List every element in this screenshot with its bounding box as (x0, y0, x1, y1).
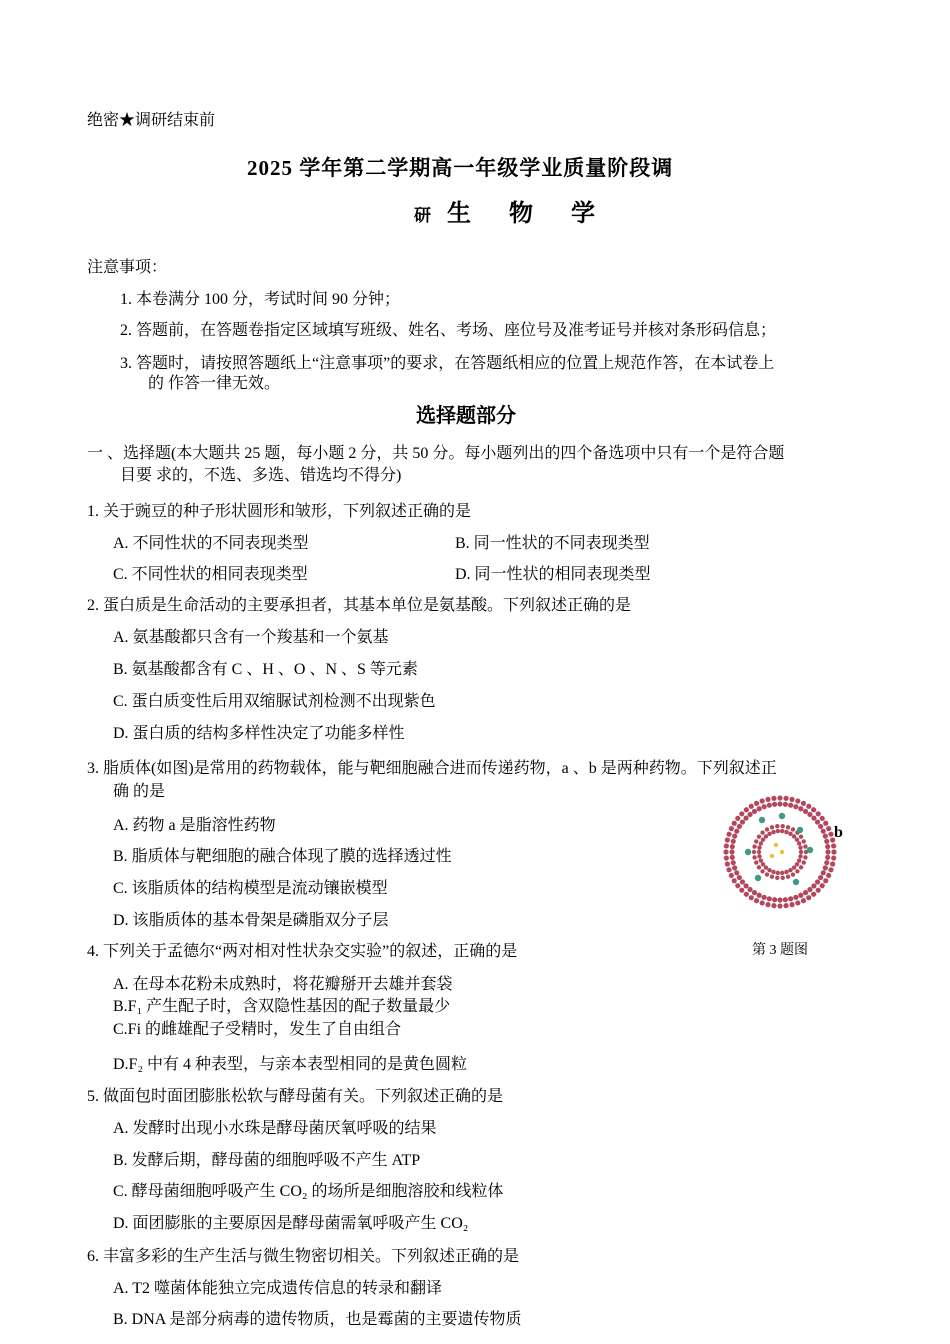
phospholipid-head (830, 861, 835, 866)
phospholipid-head (793, 895, 798, 900)
drug-b-dot (759, 817, 765, 823)
phospholipid-head (765, 872, 769, 876)
phospholipid-head (823, 865, 828, 870)
phospholipid-head (764, 865, 768, 869)
liposome-figure (710, 790, 850, 920)
phospholipid-head (726, 832, 731, 837)
phospholipid-head (772, 802, 777, 807)
phospholipid-head (801, 898, 806, 903)
phospholipid-head (824, 860, 829, 865)
phospholipid-head (752, 850, 756, 854)
notice-item: 1. 本卷满分 100 分，考试时间 90 分钟； (120, 291, 401, 308)
phospholipid-head (743, 883, 748, 888)
phospholipid-head (798, 845, 802, 849)
phospholipid-head (725, 861, 730, 866)
phospholipid-head (831, 855, 836, 860)
phospholipid-head (795, 837, 799, 841)
drug-b-dot (755, 875, 761, 881)
phospholipid-head (759, 858, 763, 862)
notice-item: 2. 答题前，在答题卷指定区域填写班级、姓名、考场、座位号及准考证号并核对条形码信息； (120, 322, 777, 339)
phospholipid-head (828, 867, 833, 872)
phospholipid-head (757, 835, 761, 839)
phospholipid-head (754, 839, 758, 843)
phospholipid-head (776, 829, 780, 833)
phospholipid-head (825, 844, 830, 849)
phospholipid-head (828, 832, 833, 837)
question-3-stem-cont: 确 的是 (113, 783, 166, 800)
question-2-option-c: C. 蛋白质变性后用双缩脲试剂检测不出现紫色 (113, 693, 436, 710)
phospholipid-head (771, 870, 775, 874)
phospholipid-head (747, 887, 752, 892)
phospholipid-head (764, 834, 768, 838)
question-2-option-b: B. 氨基酸都含有 C 、H 、O 、N 、S 等元素 (113, 661, 418, 678)
phospholipid-head (803, 844, 807, 848)
phospholipid-head (823, 878, 828, 883)
phospholipid-head (783, 897, 788, 902)
phospholipid-head (729, 873, 734, 878)
phospholipid-head (771, 903, 776, 908)
question-5-option-a: A. 发酵时出现小水珠是酵母菌厌氧呼吸的结果 (113, 1120, 437, 1137)
phospholipid-head (777, 897, 782, 902)
phospholipid-head (775, 824, 779, 828)
phospholipid-head (726, 867, 731, 872)
phospholipid-head (765, 797, 770, 802)
phospholipid-head (780, 829, 784, 833)
phospholipid-head (757, 893, 762, 898)
drug-b-dot (797, 827, 803, 833)
phospholipid-head (831, 849, 836, 854)
phospholipid-head (780, 871, 784, 875)
drug-b-dot (793, 879, 799, 885)
phospholipid-head (783, 903, 788, 908)
phospholipid-head (811, 815, 816, 820)
phospholipid-head (760, 798, 765, 803)
phospholipid-head (820, 816, 825, 821)
phospholipid-head (818, 824, 823, 829)
question-4-option-c: C.Fi 的雌雄配子受精时，发生了自由组合 (113, 1021, 402, 1038)
phospholipid-head (752, 844, 756, 848)
phospholipid-head (731, 860, 736, 865)
phospholipid-head (816, 888, 821, 893)
question-3-option-b: B. 脂质体与靶细胞的融合体现了膜的选择透过性 (113, 848, 452, 865)
phospholipid-head (772, 897, 777, 902)
phospholipid-head (767, 868, 771, 872)
phospholipid-head (729, 849, 734, 854)
section-instructions: 一 、选择题(本大题共 25 题，每小题 2 分，共 50 分。每小题列出的四个备选项中只有一个是符合题 (87, 445, 785, 462)
phospholipid-head (789, 902, 794, 907)
phospholipid-head (788, 803, 793, 808)
secret-mark: 绝密★调研结束前 (87, 112, 216, 129)
phospholipid-head (831, 843, 836, 848)
phospholipid-head (802, 860, 806, 864)
drug-b-dot (779, 813, 785, 819)
phospholipid-head (729, 826, 734, 831)
phospholipid-head (788, 832, 792, 836)
phospholipid-head (806, 804, 811, 809)
phospholipid-head (806, 895, 811, 900)
phospholipid-head (757, 854, 761, 858)
phospholipid-head (802, 839, 806, 843)
phospholipid-head (761, 837, 765, 841)
phospholipid-head (777, 903, 782, 908)
phospholipid-head (784, 830, 788, 834)
phospholipid-head (826, 826, 831, 831)
question-3-option-c: C. 该脂质体的结构模型是流动镶嵌模型 (113, 880, 388, 897)
question-2-option-d: D. 蛋白质的结构多样性决定了功能多样性 (113, 725, 405, 742)
phospholipid-head (795, 869, 799, 873)
phospholipid-head (788, 868, 792, 872)
phospholipid-head (825, 855, 830, 860)
phospholipid-head (793, 804, 798, 809)
phospholipid-head (767, 832, 771, 836)
phospholipid-head (730, 844, 735, 849)
phospholipid-head (775, 876, 779, 880)
phospholipid-head (783, 802, 788, 807)
phospholipid-head (752, 855, 756, 859)
question-6-option-a: A. T2 噬菌体能独立完成遗传信息的转录和翻译 (113, 1280, 443, 1297)
phospholipid-head (734, 829, 739, 834)
question-5-option-b: B. 发酵后期，酵母菌的细胞呼吸不产生 ATP (113, 1152, 421, 1169)
phospholipid-head (799, 865, 803, 869)
phospholipid-head (816, 811, 821, 816)
question-4-option-d: D.F₂ 中有 4 种表型，与亲本表型相同的是黄色圆粒 (113, 1056, 468, 1073)
phospholipid-head (815, 879, 820, 884)
exam-title: 2025 学年第二学期高一年级学业质量阶段调 (247, 156, 674, 180)
phospholipid-head (739, 888, 744, 893)
phospholipid-head (739, 811, 744, 816)
phospholipid-head (770, 875, 774, 879)
phospholipid-head (792, 834, 796, 838)
phospholipid-head (795, 900, 800, 905)
phospholipid-head (747, 812, 752, 817)
phospholipid-head (734, 870, 739, 875)
phospholipid-head (754, 801, 759, 806)
phospholipid-head (740, 879, 745, 884)
question-6-stem: 6. 丰富多彩的生产生活与微生物密切相关。下列叙述正确的是 (87, 1248, 520, 1265)
phospholipid-head (732, 878, 737, 883)
drug-a-dot (780, 850, 784, 854)
phospholipid-head (757, 806, 762, 811)
question-1-option-b: B. 同一性状的不同表现类型 (455, 535, 650, 552)
phospholipid-head (724, 843, 729, 848)
phospholipid-head (723, 849, 728, 854)
phospholipid-head (744, 892, 749, 897)
phospholipid-head (798, 893, 803, 898)
phospholipid-head (724, 855, 729, 860)
question-6-option-b: B. DNA 是部分病毒的遗传物质，也是霉菌的主要遗传物质 (113, 1311, 522, 1328)
section-instructions-cont: 目要 求的，不选、多选、错选均不得分) (120, 467, 402, 484)
phospholipid-head (740, 819, 745, 824)
phospholipid-head (760, 869, 764, 873)
phospholipid-head (770, 825, 774, 829)
phospholipid-head (744, 807, 749, 812)
figure-caption: 第 3 题图 (752, 943, 808, 958)
phospholipid-head (815, 819, 820, 824)
phospholipid-head (771, 796, 776, 801)
phospholipid-head (823, 821, 828, 826)
phospholipid-head (767, 896, 772, 901)
question-4-option-b: B.F₁ 产生配子时，含双隐性基因的配子数量最少 (113, 998, 451, 1015)
phospholipid-head (781, 824, 785, 828)
phospholipid-head (795, 862, 799, 866)
drug-a-dot (774, 843, 778, 847)
phospholipid-head (757, 865, 761, 869)
subject-title: 生 物 学 (447, 201, 611, 227)
phospholipid-head (784, 870, 788, 874)
phospholipid-head (752, 890, 757, 895)
phospholipid-head (776, 871, 780, 875)
phospholipid-head (803, 809, 808, 814)
phospholipid-head (749, 895, 754, 900)
drug-b-dot (807, 847, 813, 853)
question-3-stem: 3. 脂质体(如图)是常用的药物载体，能与靶细胞融合进而传递药物，a 、b 是两种药物。下列叙述正 (87, 760, 777, 777)
phospholipid-head (792, 865, 796, 869)
phospholipid-head (811, 807, 816, 812)
phospholipid-head (823, 834, 828, 839)
phospholipid-head (735, 883, 740, 888)
phospholipid-head (797, 841, 801, 845)
phospholipid-head (757, 850, 761, 854)
phospholipid-head (762, 804, 767, 809)
question-2-stem: 2. 蛋白质是生命活动的主要承担者，其基本单位是氨基酸。下列叙述正确的是 (87, 597, 632, 614)
phospholipid-head (803, 855, 807, 859)
phospholipid-head (731, 839, 736, 844)
drug-a-dot (770, 854, 774, 858)
phospholipid-head (737, 875, 742, 880)
phospholipid-head (821, 829, 826, 834)
phospholipid-head (743, 815, 748, 820)
phospholipid-head (791, 872, 795, 876)
phospholipid-head (765, 902, 770, 907)
phospholipid-head (803, 890, 808, 895)
question-5-option-d: D. 面团膨胀的主要原因是酵母菌需氧呼吸产生 CO₂ (113, 1215, 469, 1232)
phospholipid-head (807, 887, 812, 892)
phospholipid-head (730, 855, 735, 860)
phospholipid-head (826, 873, 831, 878)
question-1-option-d: D. 同一性状的相同表现类型 (455, 566, 651, 583)
drug-b-dot (745, 849, 751, 855)
question-1-stem: 1. 关于豌豆的种子形状圆形和皱形，下列叙述正确的是 (87, 503, 472, 520)
phospholipid-head (788, 896, 793, 901)
phospholipid-head (749, 804, 754, 809)
phospholipid-head (799, 835, 803, 839)
phospholipid-head (799, 850, 803, 854)
phospholipid-head (732, 865, 737, 870)
phospholipid-head (791, 827, 795, 831)
phospholipid-head (825, 849, 830, 854)
phospholipid-head (786, 825, 790, 829)
phospholipid-head (767, 803, 772, 808)
question-2-option-a: A. 氨基酸都只含有一个羧基和一个氨基 (113, 629, 389, 646)
phospholipid-head (754, 860, 758, 864)
phospholipid-head (752, 809, 757, 814)
phospholipid-head (754, 898, 759, 903)
section-heading: 选择题部分 (416, 405, 516, 427)
phospholipid-head (760, 830, 764, 834)
phospholipid-head (789, 797, 794, 802)
phospholipid-head (818, 875, 823, 880)
question-1-option-a: A. 不同性状的不同表现类型 (113, 535, 309, 552)
phospholipid-head (771, 830, 775, 834)
phospholipid-head (725, 837, 730, 842)
phospholipid-head (765, 827, 769, 831)
phospholipid-head (801, 801, 806, 806)
notice-heading: 注意事项： (87, 259, 168, 276)
question-5-stem: 5. 做面包时面团膨胀松软与酵母菌有关。下列叙述正确的是 (87, 1088, 504, 1105)
question-4-option-a: A. 在母本花粉未成熟时，将花瓣掰开去雄并套袋 (113, 976, 453, 993)
phospholipid-head (821, 870, 826, 875)
phospholipid-head (735, 816, 740, 821)
notice-item: 3. 答题时，请按照答题纸上“注意事项”的要求，在答题纸相应的位置上规范作答，在本试卷上 (120, 355, 775, 372)
question-5-option-c: C. 酵母菌细胞呼吸产生 CO₂ 的场所是细胞溶胶和线粒体 (113, 1183, 504, 1200)
figure-label-b: b (834, 824, 843, 841)
phospholipid-head (811, 883, 816, 888)
phospholipid-head (824, 839, 829, 844)
phospholipid-head (732, 821, 737, 826)
phospholipid-head (797, 858, 801, 862)
phospholipid-head (777, 801, 782, 806)
phospholipid-head (811, 892, 816, 897)
phospholipid-head (757, 845, 761, 849)
notice-item-cont: 的 作答一律无效。 (148, 375, 281, 392)
phospholipid-head (795, 798, 800, 803)
phospholipid-head (760, 900, 765, 905)
question-4-stem: 4. 下列关于孟德尔“两对相对性状杂交实验”的叙述，正确的是 (87, 943, 518, 960)
question-1-option-c: C. 不同性状的相同表现类型 (113, 566, 308, 583)
phospholipid-head (783, 796, 788, 801)
phospholipid-head (762, 895, 767, 900)
drug-a-molecules (770, 843, 784, 858)
phospholipid-head (759, 841, 763, 845)
phospholipid-head (820, 883, 825, 888)
phospholipid-head (798, 854, 802, 858)
phospholipid-head (807, 812, 812, 817)
phospholipid-head (786, 875, 790, 879)
phospholipid-head (777, 795, 782, 800)
phospholipid-head (737, 824, 742, 829)
phospholipid-head (781, 876, 785, 880)
phospholipid-head (798, 806, 803, 811)
exam-title-tail: 研 (414, 206, 431, 225)
phospholipid-head (761, 862, 765, 866)
phospholipid-head (732, 834, 737, 839)
question-3-option-a: A. 药物 a 是脂溶性药物 (113, 817, 276, 834)
question-3-option-d: D. 该脂质体的基本骨架是磷脂双分子层 (113, 912, 389, 929)
